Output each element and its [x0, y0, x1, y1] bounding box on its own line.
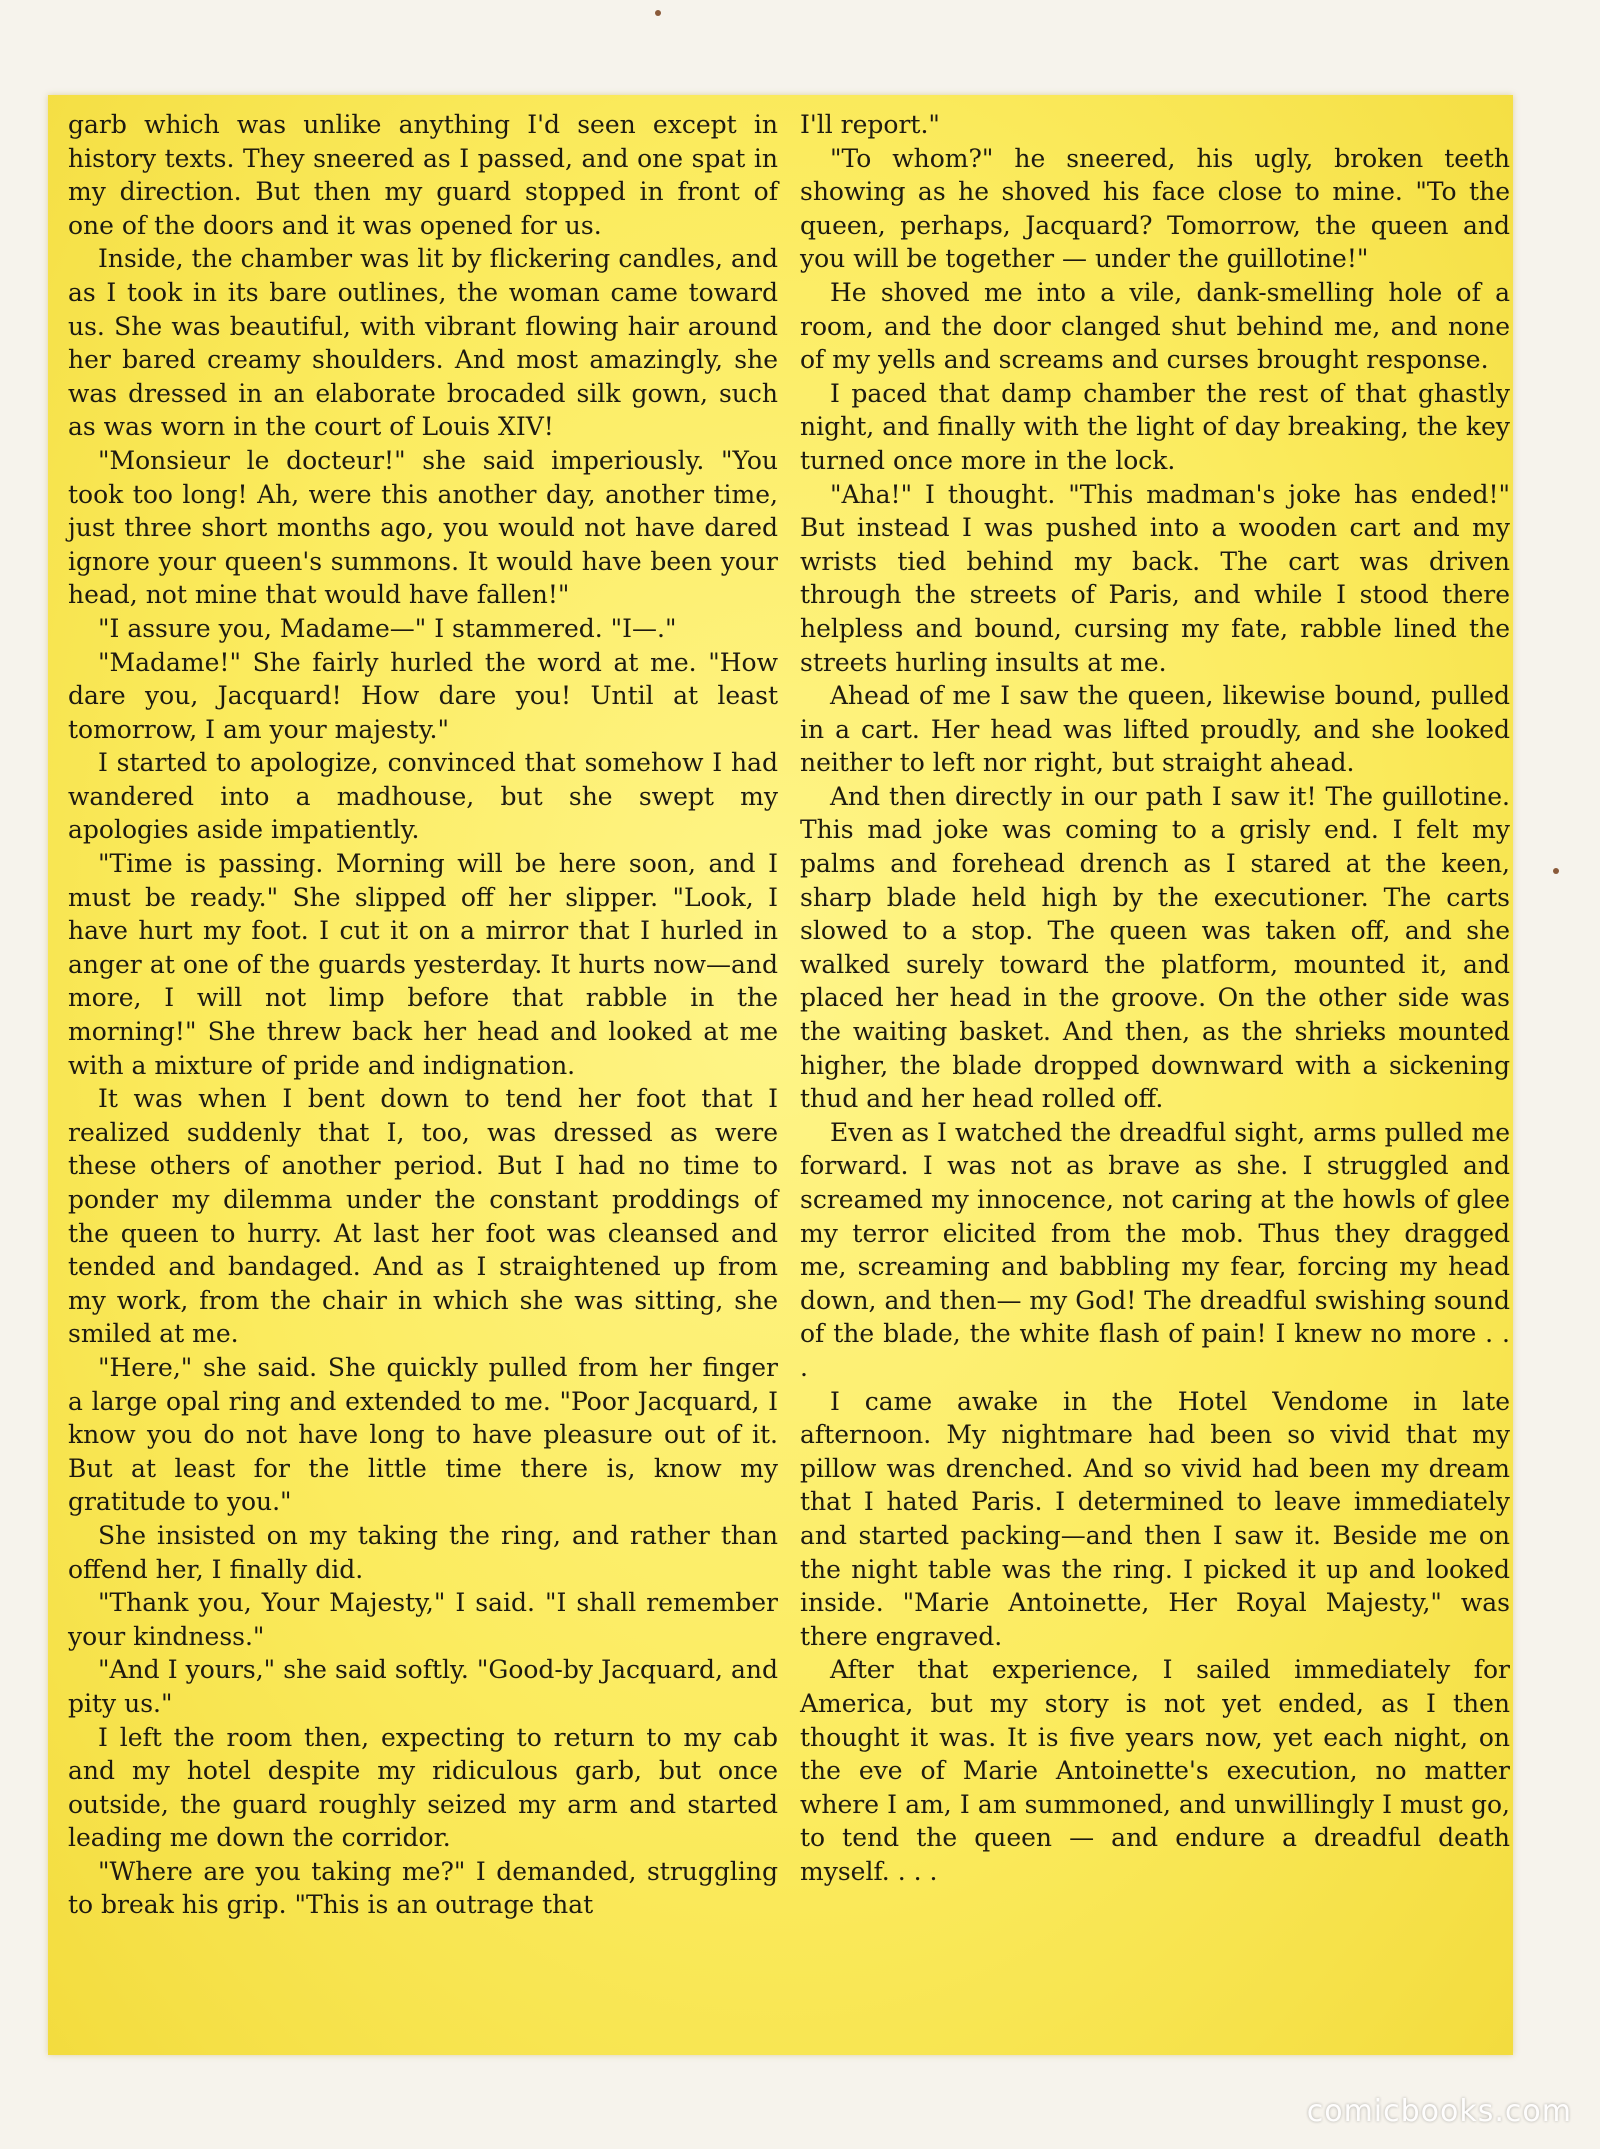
paragraph: "Where are you taking me?" I demanded, struggling to break his grip. "This is an outrage that	[68, 1856, 778, 1920]
paragraph: "Aha!" I thought. "This madman's joke has ended!" But instead I was pushed into a wooden cart and my wrists tied behind my back. The cart was driven through the streets of Paris, and while I stood there helpless and bound, cursing my fate, rabble lined the streets hurling insults at me.	[800, 479, 1510, 677]
paragraph: I came awake in the Hotel Vendome in late afternoon. My nightmare had been so vivid that my pillow was drenched. And so vivid had been my dream that I hated Paris. I determined to leave immediately and started packing—and then I saw it. Beside me on the night table was the ring. I picked it up and looked inside. "Marie Antoinette, Her Royal Majesty," was there engraved.	[800, 1386, 1510, 1651]
paragraph: "Monsieur le docteur!" she said imperiously. "You took too long! Ah, were this another day, another time, just three short months ago, you would not have dared ignore your queen's summons. It would have been your head, not mine that would have fallen!"	[68, 445, 778, 610]
print-speck	[655, 10, 661, 16]
paragraph: I paced that damp chamber the rest of that ghastly night, and finally with the light of day breaking, the key turned once more in the lock.	[800, 378, 1510, 475]
paragraph: garb which was unlike anything I'd seen except in history texts. They sneered as I passed, and one spat in my direction. But then my guard stopped in front of one of the doors and it was opened for us.	[68, 110, 778, 240]
paragraph: "To whom?" he sneered, his ugly, broken teeth showing as he shoved his face close to mine. "To the queen, perhaps, Jacquard? Tomorrow, the queen and you will be together — under the guillotine!"	[800, 143, 1510, 274]
right-column	[800, 108, 1510, 1888]
paragraph: Inside, the chamber was lit by flickering candles, and as I took in its bare outlines, the woman came toward us. She was beautiful, with vibrant flowing hair around her bared creamy shoulders. And most amazingly, she was dressed in an elaborate brocaded silk gown, such as was worn in the court of Louis XIV!	[68, 244, 778, 442]
site-watermark: comicbooks.com	[1306, 2094, 1572, 2129]
paragraph: "And I yours," she said softly. "Good-by Jacquard, and pity us."	[68, 1655, 778, 1718]
paragraph: I left the room then, expecting to return to my cab and my hotel despite my ridiculous garb, but once outside, the guard roughly seized my arm and started leading me down the corridor.	[68, 1722, 778, 1853]
paragraph: I'll report."	[800, 110, 940, 139]
paragraph: I started to apologize, convinced that somehow I had wandered into a madhouse, but she swept my apologies aside impatiently.	[68, 748, 778, 845]
paragraph: He shoved me into a vile, dank-smelling hole of a room, and the door clanged shut behind me, and none of my yells and screams and curses brought response.	[800, 277, 1510, 375]
paragraph: She insisted on my taking the ring, and rather than offend her, I finally did.	[68, 1520, 778, 1584]
paragraph: "Madame!" She fairly hurled the word at me. "How dare you, Jacquard! How dare you! Until at least tomorrow, I am your majesty."	[68, 647, 778, 744]
left-column	[68, 108, 778, 1922]
paragraph: "Here," she said. She quickly pulled from her finger a large opal ring and extended to me. "Poor Jacquard, I know you do not have long to have pleasure out of it. But at least for the little time there is, know my gratitude to you."	[68, 1352, 778, 1517]
paragraph: It was when I bent down to tend her foot that I realized suddenly that I, too, was dressed as were these others of another period. But I had no time to ponder my dilemma under the constant proddings of the queen to hurry. At last her foot was cleansed and tended and bandaged. And as I straightened up from my work, from the chair in which she was sitting, she smiled at me.	[68, 1084, 778, 1349]
print-speck	[1553, 868, 1559, 874]
paragraph: Even as I watched the dreadful sight, arms pulled me forward. I was not as brave as she. I struggled and screamed my innocence, not caring at the howls of glee my terror elicited from the mob. Thus they dragged me, screaming and babbling my fear, forcing my head down, and then— my God! The dreadful swishing sound of the blade, the white flash of pain! I knew no more . . .	[800, 1117, 1510, 1382]
paragraph: After that experience, I sailed immediately for America, but my story is not yet ended, as I then thought it was. It is five years now, yet each night, on the eve of Marie Antoinette's execution, no matter where I am, I am summoned, and unwillingly I must go, to tend the queen — and endure a dreadful death myself. . . .	[800, 1655, 1510, 1886]
paragraph: Ahead of me I saw the queen, likewise bound, pulled in a cart. Her head was lifted proudly, and she looked neither to left nor right, but straight ahead.	[800, 681, 1510, 778]
paragraph: And then directly in our path I saw it! The guillotine. This mad joke was coming to a grisly end. I felt my palms and forehead drench as I stared at the keen, sharp blade held high by the executioner. The carts slowed to a stop. The queen was taken off, and she walked surely toward the platform, mounted it, and placed her head in the groove. On the other side was the waiting basket. And then, as the shrieks mounted higher, the blade dropped downward with a sickening thud and her head rolled off.	[800, 781, 1510, 1114]
paragraph: "Thank you, Your Majesty," I said. "I shall remember your kindness."	[68, 1588, 778, 1651]
paragraph: "Time is passing. Morning will be here soon, and I must be ready." She slipped off her slipper. "Look, I have hurt my foot. I cut it on a mirror that I hurled in anger at one of the guards yesterday. It hurts now—and more, I will not limp before that rabble in the morning!" She threw back her head and looked at me with a mixture of pride and indignation.	[68, 849, 778, 1080]
paragraph: "I assure you, Madame—" I stammered. "I—."	[98, 613, 677, 643]
